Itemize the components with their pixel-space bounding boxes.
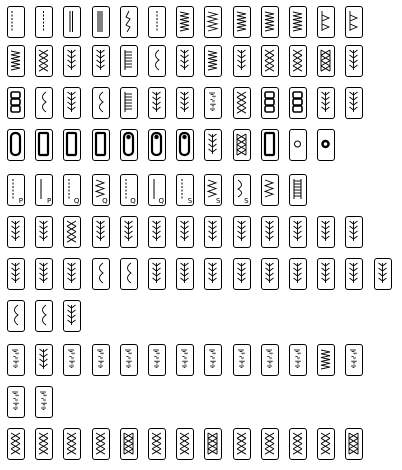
stitch-button-cross-stitch[interactable] xyxy=(7,428,25,460)
stitch-button-ladder[interactable] xyxy=(120,45,138,77)
lace-loop-icon xyxy=(36,301,51,330)
stitch-button-double-overlock[interactable] xyxy=(289,45,307,77)
cross-stitch-icon xyxy=(93,429,108,458)
buttonhole-round-icon xyxy=(8,130,23,159)
stitch-button-fern[interactable] xyxy=(35,216,53,248)
stitch-button-bar-satin[interactable] xyxy=(120,344,138,376)
cross-hatch-diamond-icon xyxy=(64,217,79,246)
zigzag-icon xyxy=(177,7,192,36)
stitch-button-buttonhole-bound[interactable] xyxy=(92,129,110,161)
stitch-button-quilt-ladder[interactable] xyxy=(289,174,307,206)
arrow-vine-icon xyxy=(149,217,164,246)
stitch-button-oval-satin[interactable] xyxy=(233,344,251,376)
diamond-leaf-icon xyxy=(177,217,192,246)
flower-bars-icon xyxy=(234,217,249,246)
stitch-button-feather-plume[interactable] xyxy=(148,258,166,290)
stitch-button-zigzag-satin[interactable] xyxy=(317,344,335,376)
leaf-vine-icon xyxy=(93,217,108,246)
zigzag-medium-icon xyxy=(234,7,249,36)
lightning-icon xyxy=(121,7,136,36)
stitch-button-cross-hatch[interactable] xyxy=(233,87,251,119)
stitch-button-crescent[interactable] xyxy=(92,258,110,290)
fan-satin-icon xyxy=(93,345,108,374)
wedge-satin-icon xyxy=(290,345,305,374)
stitch-mode-label: S xyxy=(215,197,221,205)
cross-stitch-icon xyxy=(177,429,192,458)
blanket-icon xyxy=(234,46,249,75)
stitch-button-blanket[interactable] xyxy=(233,45,251,77)
honeycomb-icon xyxy=(318,46,333,75)
stitch-button-chevron-satin[interactable] xyxy=(345,344,363,376)
stitch-button-fan-satin[interactable] xyxy=(92,344,110,376)
cross-stitch-icon xyxy=(262,46,277,75)
quilt-zigzag-icon xyxy=(262,175,277,204)
stitch-button-berry[interactable] xyxy=(374,258,392,290)
snowflake-vine-icon xyxy=(346,217,361,246)
stitch-button-blind-hem[interactable] xyxy=(317,6,335,38)
stitch-button-ladder-bars[interactable] xyxy=(289,87,307,119)
stitch-button-quilt-dotted-q[interactable] xyxy=(120,174,138,206)
triangle-satin-icon xyxy=(64,345,79,374)
stitch-button-cross-stitch[interactable] xyxy=(148,428,166,460)
stitch-button-feather[interactable] xyxy=(63,87,81,119)
stitch-button-quilt-zigzag-s[interactable] xyxy=(204,174,222,206)
stitch-button-leaf-tree[interactable] xyxy=(204,258,222,290)
overcast-icon xyxy=(64,46,79,75)
stitch-button-straight-left[interactable] xyxy=(7,6,25,38)
stitch-button-snowflake-vine[interactable] xyxy=(345,216,363,248)
crescent-dotted-icon xyxy=(121,259,136,288)
stitch-button-cross-stitch[interactable] xyxy=(317,428,335,460)
stitch-button-overcast[interactable] xyxy=(63,45,81,77)
stitch-button-oval-chain[interactable] xyxy=(204,216,222,248)
stitch-button-heart[interactable] xyxy=(261,258,279,290)
stitch-mode-label: P xyxy=(46,197,52,205)
stitch-button-diamond-leaf[interactable] xyxy=(176,216,194,248)
bar-satin-icon xyxy=(121,345,136,374)
serpentine-icon xyxy=(36,88,51,117)
step-icon xyxy=(318,88,333,117)
blind-hem-icon xyxy=(318,7,333,36)
cross-stitch-icon xyxy=(64,429,79,458)
cross-stitch-dense-icon xyxy=(346,429,361,458)
stitch-button-wedge-satin[interactable] xyxy=(289,344,307,376)
stitch-button-rope[interactable] xyxy=(7,258,25,290)
wave-satin-icon xyxy=(8,387,23,416)
darning-grid-icon xyxy=(234,130,249,159)
stitch-button-crescent-dotted[interactable] xyxy=(120,258,138,290)
stitch-button-darning[interactable] xyxy=(204,129,222,161)
stitch-button-lace-shell[interactable] xyxy=(63,300,81,332)
loop-icon xyxy=(8,301,23,330)
stitch-button-quilt-zigzag-q[interactable] xyxy=(92,174,110,206)
elastic-zigzag-icon xyxy=(8,46,23,75)
buttonhole-keyhole-round-icon xyxy=(177,130,192,159)
satin-triangles-icon xyxy=(205,88,220,117)
stitch-button-zigzag-narrow[interactable] xyxy=(204,6,222,38)
comb-icon xyxy=(121,88,136,117)
chevron-satin-icon xyxy=(346,345,361,374)
stitch-button-satin-triangles[interactable] xyxy=(204,87,222,119)
double-overlock-icon xyxy=(290,46,305,75)
scroll-icon xyxy=(290,217,305,246)
crescent-icon xyxy=(93,259,108,288)
lace-shell-icon xyxy=(64,301,79,330)
cross-stitch-icon xyxy=(234,429,249,458)
stitch-button-daisy[interactable] xyxy=(289,258,307,290)
stitch-button-fagoting[interactable] xyxy=(176,87,194,119)
buttonhole-stretch-icon xyxy=(64,130,79,159)
stitch-button-straight-center[interactable] xyxy=(35,6,53,38)
cross-stitch-icon xyxy=(36,429,51,458)
stitch-button-serpentine[interactable] xyxy=(35,87,53,119)
cross-stitch-icon xyxy=(149,429,164,458)
stitch-button-dot-grid[interactable] xyxy=(345,258,363,290)
stitch-mode-label: Q xyxy=(158,197,164,205)
stitch-button-diagonal-satin[interactable] xyxy=(148,344,166,376)
straight-center-icon xyxy=(36,7,51,36)
stitch-button-scallop-edge[interactable] xyxy=(148,45,166,77)
bar-tack-icon xyxy=(262,130,277,159)
stitch-button-arrow-bar[interactable] xyxy=(345,87,363,119)
blunt-satin-icon xyxy=(36,387,51,416)
ladder-bars-icon xyxy=(290,88,305,117)
stitch-button-oval-spiral[interactable] xyxy=(261,216,279,248)
stitch-button-ric-rac[interactable] xyxy=(345,45,363,77)
stitch-button-honeycomb[interactable] xyxy=(317,45,335,77)
stitch-button-zigzag-medium[interactable] xyxy=(233,6,251,38)
stitch-button-quilt-dotted-q[interactable] xyxy=(63,174,81,206)
stitch-button-zigzag-small[interactable] xyxy=(204,45,222,77)
bar-tack-boxes-icon xyxy=(8,88,23,117)
stitch-mode-label: S xyxy=(244,197,249,205)
stitch-button-flower[interactable] xyxy=(35,258,53,290)
stitch-button-darning-grid[interactable] xyxy=(233,129,251,161)
stitch-button-star[interactable] xyxy=(148,87,166,119)
buttonhole-keyhole-icon xyxy=(121,130,136,159)
ric-rac-icon xyxy=(346,46,361,75)
stitch-button-cross-stitch[interactable] xyxy=(63,428,81,460)
stitch-button-overlock[interactable] xyxy=(35,45,53,77)
stitch-button-cross-stitch-dense[interactable] xyxy=(204,428,222,460)
triangles-icon xyxy=(8,217,23,246)
stitch-button-leaf-curl[interactable] xyxy=(176,258,194,290)
stitch-button-zigzag-wide[interactable] xyxy=(261,6,279,38)
stitch-button-bar-tack[interactable] xyxy=(261,129,279,161)
stitch-button-zigzag[interactable] xyxy=(176,6,194,38)
stitch-button-greek-key[interactable] xyxy=(317,216,335,248)
buttonhole-bound-icon xyxy=(93,130,108,159)
stitch-button-cross-stitch-dense[interactable] xyxy=(345,428,363,460)
scallop-edge-icon xyxy=(149,46,164,75)
stitch-button-rose[interactable] xyxy=(317,258,335,290)
arrow-bar-icon xyxy=(346,88,361,117)
stitch-button-three-step-zigzag[interactable] xyxy=(289,6,307,38)
buttonhole-keyhole-tapered-icon xyxy=(149,130,164,159)
cross-stitch-dense-icon xyxy=(205,429,220,458)
stitch-button-quilt-zigzag[interactable] xyxy=(261,174,279,206)
quadruple-straight-icon xyxy=(93,7,108,36)
stitch-button-diagonal-satin-2[interactable] xyxy=(176,344,194,376)
stitch-button-blunt-satin[interactable] xyxy=(35,386,53,418)
stitch-button-crescent-large[interactable] xyxy=(35,344,53,376)
straight-right-icon xyxy=(149,7,164,36)
cross-stitch-icon xyxy=(318,429,333,458)
stitch-button-cross-stitch[interactable] xyxy=(233,428,251,460)
stitch-button-eyelet-round[interactable] xyxy=(289,129,307,161)
stitch-button-triple-straight[interactable] xyxy=(63,6,81,38)
stitch-button-buttonhole-keyhole-round[interactable] xyxy=(176,129,194,161)
shell-tuck-icon xyxy=(93,46,108,75)
cross-hatch-icon xyxy=(234,88,249,117)
stitch-button-diamond-satin[interactable] xyxy=(261,344,279,376)
stitch-mode-label: S xyxy=(187,197,193,205)
stitch-button-buttonhole-keyhole-tapered[interactable] xyxy=(148,129,166,161)
diagonal-satin-3-icon xyxy=(205,345,220,374)
berry-icon xyxy=(375,259,390,288)
crescent-large-icon xyxy=(36,345,51,374)
straight-left-icon xyxy=(8,7,23,36)
oval-satin-icon xyxy=(234,345,249,374)
rope-icon xyxy=(8,259,23,288)
stitch-button-buttonhole-round[interactable] xyxy=(7,129,25,161)
oval-loop-icon xyxy=(234,259,249,288)
stitch-button-cross-stitch[interactable] xyxy=(261,45,279,77)
oval-spiral-icon xyxy=(262,217,277,246)
stitch-button-bar-tack-boxes[interactable] xyxy=(7,87,25,119)
stitch-mode-label: Q xyxy=(73,197,80,205)
stitch-button-step[interactable] xyxy=(317,87,335,119)
stitch-button-cross-stitch-dense[interactable] xyxy=(120,428,138,460)
zigzag-small-icon xyxy=(205,46,220,75)
stitch-button-leaf-spray[interactable] xyxy=(120,216,138,248)
eyelet-flower-icon xyxy=(318,130,333,159)
leaf-spray-icon xyxy=(121,217,136,246)
tulip-icon xyxy=(64,259,79,288)
stitch-mode-label: P xyxy=(18,197,23,205)
bar-tack-boxes-icon xyxy=(262,88,277,117)
stitch-button-shell-tuck[interactable] xyxy=(92,45,110,77)
stitch-button-cross-stitch[interactable] xyxy=(176,428,194,460)
stitch-button-quilt-wave-s[interactable] xyxy=(233,174,251,206)
fern-icon xyxy=(36,217,51,246)
diagonal-satin-2-icon xyxy=(177,345,192,374)
stitch-button-crescent-satin[interactable] xyxy=(7,344,25,376)
cross-stitch-diagonal-icon xyxy=(262,429,277,458)
stitch-button-leaf-vine[interactable] xyxy=(92,216,110,248)
stretch-blind-hem-icon xyxy=(346,7,361,36)
feather-zigzag-icon xyxy=(177,46,192,75)
stitch-button-elastic-zigzag[interactable] xyxy=(7,45,25,77)
heart-icon xyxy=(262,259,277,288)
eyelet-round-icon xyxy=(290,130,305,159)
stitch-button-quilt-scallop-q[interactable] xyxy=(148,174,166,206)
stitch-button-wave-satin[interactable] xyxy=(7,386,25,418)
darning-icon xyxy=(205,130,220,159)
flower-icon xyxy=(36,259,51,288)
zigzag-satin-icon xyxy=(318,345,333,374)
stitch-button-cross-hatch-diamond[interactable] xyxy=(63,216,81,248)
diamond-satin-icon xyxy=(262,345,277,374)
buttonhole-square-icon xyxy=(36,130,51,159)
oval-chain-icon xyxy=(205,217,220,246)
stitch-button-quilt-straight-s[interactable] xyxy=(176,174,194,206)
crescent-satin-icon xyxy=(8,345,23,374)
stitch-button-straight-right[interactable] xyxy=(148,6,166,38)
three-step-zigzag-icon xyxy=(290,7,305,36)
leaf-tree-icon xyxy=(205,259,220,288)
stitch-button-quilt-double-p[interactable] xyxy=(35,174,53,206)
stitch-button-bar-tack-boxes[interactable] xyxy=(261,87,279,119)
stitch-button-oval-loop[interactable] xyxy=(233,258,251,290)
stitch-button-arrow-vine[interactable] xyxy=(148,216,166,248)
stitch-button-eyelet-flower[interactable] xyxy=(317,129,335,161)
stitch-button-triangles[interactable] xyxy=(7,216,25,248)
ladder-icon xyxy=(121,46,136,75)
stitch-button-cross-stitch[interactable] xyxy=(92,428,110,460)
star-icon xyxy=(149,88,164,117)
stitch-button-flower-bars[interactable] xyxy=(233,216,251,248)
stitch-button-cross-stitch[interactable] xyxy=(289,428,307,460)
feather-icon xyxy=(64,88,79,117)
quilt-ladder-icon xyxy=(290,175,305,204)
fagoting-icon xyxy=(177,88,192,117)
overlock-icon xyxy=(36,46,51,75)
stitch-button-scroll[interactable] xyxy=(289,216,307,248)
stitch-button-comb[interactable] xyxy=(120,87,138,119)
dot-grid-icon xyxy=(346,259,361,288)
stitch-mode-label: Q xyxy=(130,197,136,205)
zigzag-wide-icon xyxy=(262,7,277,36)
stitch-mode-label: Q xyxy=(102,197,108,205)
stitch-button-lace-loop[interactable] xyxy=(35,300,53,332)
stitch-button-buttonhole-square[interactable] xyxy=(35,129,53,161)
stitch-button-buttonhole-keyhole[interactable] xyxy=(120,129,138,161)
stitch-button-quadruple-straight[interactable] xyxy=(92,6,110,38)
cross-stitch-dense-icon xyxy=(121,429,136,458)
stitch-button-cross-stitch-diagonal[interactable] xyxy=(261,428,279,460)
stitch-button-wave[interactable] xyxy=(92,87,110,119)
stitch-button-cross-stitch[interactable] xyxy=(35,428,53,460)
cross-stitch-icon xyxy=(290,429,305,458)
stitch-button-buttonhole-stretch[interactable] xyxy=(63,129,81,161)
diagonal-satin-icon xyxy=(149,345,164,374)
stitch-button-triangle-satin[interactable] xyxy=(63,344,81,376)
stitch-button-tulip[interactable] xyxy=(63,258,81,290)
feather-plume-icon xyxy=(149,259,164,288)
stitch-button-loop[interactable] xyxy=(7,300,25,332)
stitch-button-feather-zigzag[interactable] xyxy=(176,45,194,77)
wave-icon xyxy=(93,88,108,117)
rose-icon xyxy=(318,259,333,288)
stitch-button-stretch-blind-hem[interactable] xyxy=(345,6,363,38)
greek-key-icon xyxy=(318,217,333,246)
cross-stitch-icon xyxy=(8,429,23,458)
zigzag-narrow-icon xyxy=(205,7,220,36)
stitch-button-quilt-straight-p[interactable] xyxy=(7,174,25,206)
leaf-curl-icon xyxy=(177,259,192,288)
stitch-button-lightning[interactable] xyxy=(120,6,138,38)
triple-straight-icon xyxy=(64,7,79,36)
stitch-button-diagonal-satin-3[interactable] xyxy=(204,344,222,376)
daisy-icon xyxy=(290,259,305,288)
